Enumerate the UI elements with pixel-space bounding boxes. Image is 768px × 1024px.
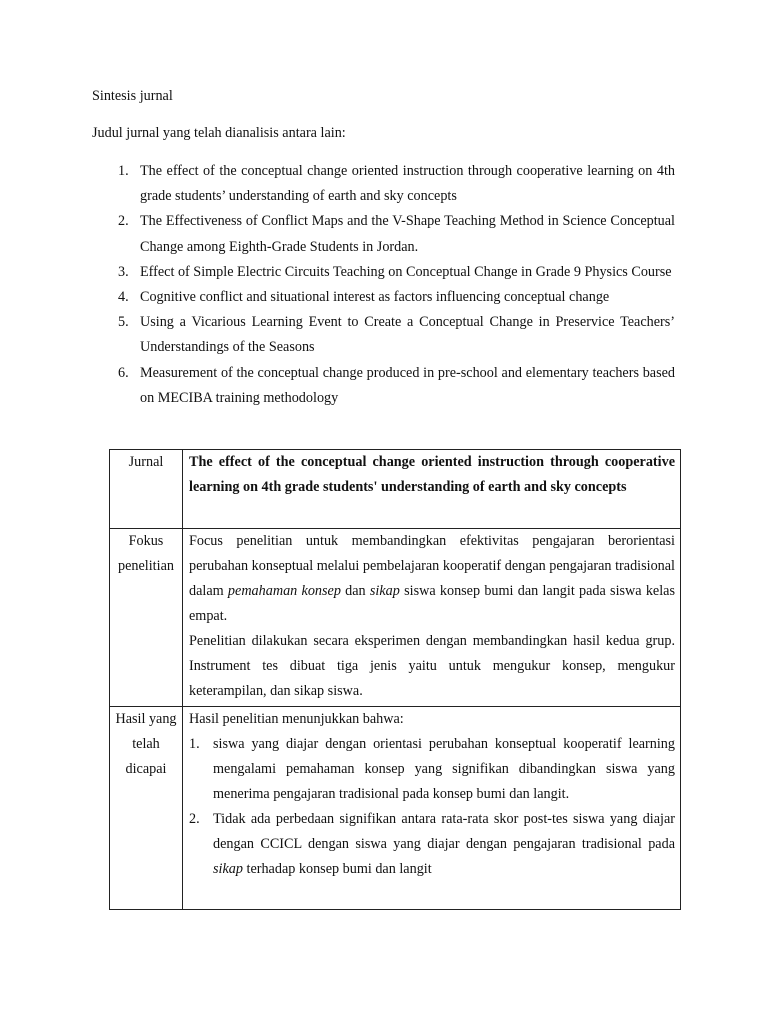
item-text: Measurement of the conceptual change produced in pre-school and elementary teachers based on MECIBA training methodology xyxy=(140,364,675,406)
journal-list xyxy=(92,159,675,411)
table-row xyxy=(110,529,681,707)
method-paragraph: Penelitian dilakukan secara eksperimen dengan membandingkan hasil kedua grup. Instrument tes dibuat tiga jenis yaitu untuk mengukur konsep, mengukur keterampilan, dan sikap siswa. xyxy=(189,633,675,699)
list-item xyxy=(92,209,675,259)
item-text: Cognitive conflict and situational interest as factors influencing conceptual change xyxy=(140,289,610,306)
document-title: Sintesis jurnal xyxy=(92,88,173,104)
item-text: Using a Vicarious Learning Event to Create a Conceptual Change in Preservice Teachers’ Understandings of the Seasons xyxy=(140,314,675,356)
item-number: 2. xyxy=(189,811,200,827)
text: sikap xyxy=(369,583,400,599)
item-number: 1. xyxy=(189,736,200,752)
text: sikap xyxy=(213,861,243,877)
text: Tidak ada perbedaan signifikan antara rata-rata skor post-tes siswa yang diajar dengan CCICL dengan siswa yang diajar dengan pengajaran tradisional pada xyxy=(213,811,675,852)
text: siswa konsep bumi dan langit pada siswa kelas empat. xyxy=(189,583,675,624)
results-cell xyxy=(183,707,681,910)
journal-title-cell: The effect of the conceptual change oriented instruction through cooperative learning on 4th grade students' understanding of earth and sky concepts xyxy=(183,450,681,529)
text: dan xyxy=(340,583,370,599)
item-number: 4. xyxy=(118,289,129,306)
focus-cell xyxy=(183,529,681,707)
focus-paragraph xyxy=(189,529,675,629)
list-item xyxy=(92,285,675,310)
list-item xyxy=(92,159,675,209)
item-number: 5. xyxy=(118,314,129,331)
result-item xyxy=(189,807,675,882)
text: Focus penelitian untuk membandingkan efektivitas pengajaran berorientasi perubahan konseptual melalui pembelajaran kooperatif dengan pengajaran tradisional dalam xyxy=(189,533,675,599)
synthesis-table xyxy=(109,449,681,910)
table-row xyxy=(110,707,681,910)
text: siswa yang diajar dengan orientasi perubahan konseptual kooperatif learning mengalami pemahaman konsep yang signifikan dibandingkan siswa yang menerima pengajaran tradisional pada konsep bumi dan langit. xyxy=(213,736,675,802)
list-item xyxy=(92,361,675,411)
table-row xyxy=(110,450,681,529)
row-label: Fokus penelitian xyxy=(110,529,183,707)
list-item xyxy=(92,310,675,360)
item-text: The effect of the conceptual change oriented instruction through cooperative learning on 4th grade students’ understanding of earth and sky concepts xyxy=(140,163,675,205)
results-intro: Hasil penelitian menunjukkan bahwa: xyxy=(189,711,404,727)
list-item xyxy=(92,260,675,285)
item-number: 3. xyxy=(118,263,129,280)
row-label: Hasil yang telah dicapai xyxy=(110,707,183,910)
item-number: 1. xyxy=(118,163,129,179)
item-number: 6. xyxy=(118,364,129,381)
text: pemahaman konsep xyxy=(227,583,341,599)
text: terhadap konsep bumi dan langit xyxy=(242,861,432,877)
intro-text: Judul jurnal yang telah dianalisis antara lain: xyxy=(92,125,346,141)
result-item xyxy=(189,732,675,807)
item-text: Effect of Simple Electric Circuits Teaching on Conceptual Change in Grade 9 Physics Course xyxy=(140,263,672,280)
item-text: The Effectiveness of Conflict Maps and the V-Shape Teaching Method in Science Conceptual Change among Eighth-Grade Students in Jordan. xyxy=(140,213,675,255)
item-number: 2. xyxy=(118,213,129,230)
row-label: Jurnal xyxy=(110,450,183,529)
